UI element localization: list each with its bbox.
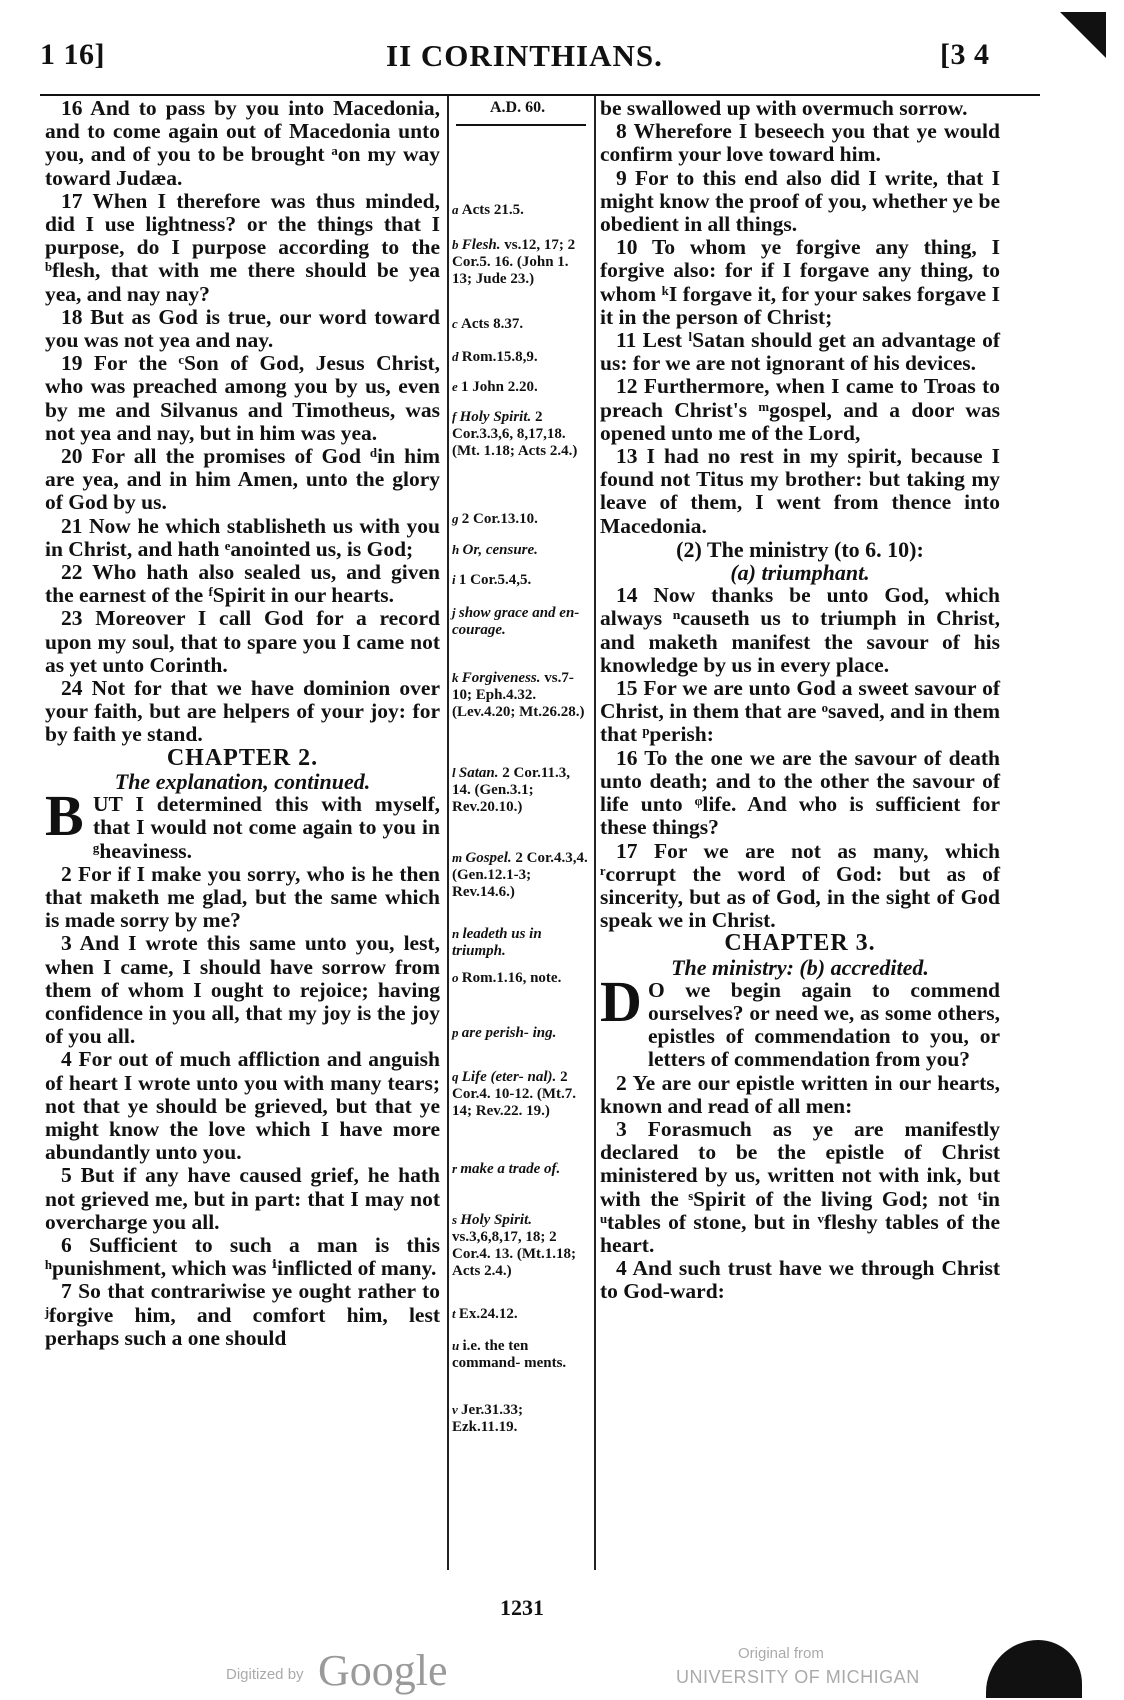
- margin-note-topic: Flesh.: [461, 237, 501, 253]
- margin-note-p: [452, 1024, 590, 1042]
- page-number: 1231: [500, 1595, 544, 1620]
- verse-2-1-text: UT I determined this with myself, that I would not come again to you in ᵍheaviness.: [93, 792, 440, 863]
- header-left-reference: 1 16]: [40, 38, 105, 71]
- chapter-2-heading: CHAPTER 2.: [166, 744, 319, 771]
- margin-note-letter: u: [452, 1338, 463, 1353]
- original-from-label: Original from: [738, 1645, 824, 1662]
- section-heading-line-1: (2) The ministry (to 6. 10):: [676, 536, 924, 562]
- left-text-column: [45, 97, 440, 1350]
- margin-note-l: [452, 764, 590, 816]
- margin-note-e: [452, 378, 590, 396]
- verse-1-17: 17 When I therefore was thus minded, did I use lightness? or the things that I purpose, do I purpose according to the ᵇflesh, that with me there should be yea yea, and nay nay?: [45, 188, 440, 306]
- margin-date: A.D. 60.: [490, 99, 546, 116]
- margin-note-q: [452, 1068, 590, 1120]
- verse-2-13: 13 I had no rest in my spirit, because I found not Titus my brother: but taking my leave of them, I went from thence into Macedonia.: [600, 444, 1000, 538]
- margin-note-letter: q: [452, 1069, 462, 1084]
- verse-2-8: 8 Wherefore I beseech you that ye would confirm your love toward him.: [600, 119, 1000, 167]
- verse-3-1-text: O we begin again to commend ourselves? or need we, as some others, epistles of commendation to you, or letters of commendation from you?: [648, 977, 1000, 1072]
- verse-1-23: 23 Moreover I call God for a record upon my soul, that to spare you I came not as yet unto Corinth.: [45, 606, 440, 677]
- margin-note-topic: Forgiveness.: [461, 670, 541, 686]
- margin-note-letter: a: [452, 202, 462, 217]
- verse-3-1: [600, 968, 1000, 1072]
- verse-2-10: 10 To whom ye forgive any thing, I forgive also: for if I forgave any thing, to whom ᵏI forgave it, for your sakes forgave I it in the person of Christ;: [600, 235, 1000, 329]
- margin-note-reference: vs.7-10; Eph.4.32. (Lev.4.20; Mt.26.28.): [452, 670, 585, 720]
- google-logo: Google: [318, 1646, 448, 1695]
- verse-2-14: 14 Now thanks be unto God, which always ⁿcauseth us to triumph in Christ, and maketh manifest the savour of his knowledge by us in every place.: [600, 583, 1000, 677]
- margin-note-reference: vs.12, 17; 2 Cor.5. 16. (John 1. 13; Jude 23.): [452, 237, 576, 287]
- margin-note-topic: show grace and en- courage.: [452, 605, 580, 638]
- margin-note-m: [452, 849, 590, 901]
- margin-note-v: [452, 1401, 590, 1436]
- margin-note-reference: Acts 21.5.: [461, 202, 524, 218]
- margin-note-letter: t: [452, 1306, 459, 1321]
- university-label: UNIVERSITY OF MICHIGAN: [676, 1667, 920, 1687]
- margin-note-letter: e: [452, 379, 462, 394]
- margin-note-reference: 1 John 2.20.: [461, 379, 538, 395]
- margin-note-j: [452, 604, 590, 639]
- margin-note-letter: v: [452, 1402, 462, 1417]
- margin-note-letter: g: [452, 511, 462, 526]
- margin-note-c: [452, 315, 590, 333]
- margin-note-reference: Rom.15.8,9.: [461, 349, 538, 365]
- verse-2-15: 15 For we are unto God a sweet savour of Christ, in them that are ᵒsaved, and in them that ᵖperish:: [600, 676, 1000, 747]
- verse-2-3: 3 And I wrote this same unto you, lest, when I came, I should have sorrow from them of whom I ought to rejoice; having confidence in you all, that my joy is the joy of you all.: [45, 931, 440, 1049]
- verse-2-2: 2 For if I make you sorry, who is he then that maketh me glad, but the same which is made sorry by me?: [45, 861, 440, 933]
- margin-note-topic: are perish- ing.: [461, 1025, 557, 1041]
- margin-note-letter: r: [452, 1161, 461, 1176]
- margin-note-letter: k: [452, 670, 462, 685]
- margin-note-g: [452, 510, 590, 528]
- margin-note-letter: i: [452, 572, 459, 587]
- margin-note-k: [452, 669, 590, 721]
- verse-3-3: 3 Forasmuch as ye are manifestly declared to be the epistle of Christ ministered by us, written not with ink, but with the ˢSpirit of the living God; not ᵗin ᵘtables of stone, but in ᵛfleshy tables of the heart.: [600, 1116, 1000, 1257]
- verse-2-6: 6 Sufficient to such a man is this ʰpunishment, which was ⁱinflicted of many.: [45, 1232, 440, 1281]
- margin-note-reference: vs.3,6,8,17, 18; 2 Cor.4. 13. (Mt.1.18; Acts 2.4.): [452, 1229, 577, 1279]
- margin-note-reference: 1 Cor.5.4,5.: [458, 572, 532, 588]
- margin-note-topic: make a trade of.: [460, 1161, 561, 1177]
- verse-2-1: [45, 783, 440, 863]
- margin-note-letter: n: [452, 926, 463, 941]
- margin-note-d: [452, 348, 590, 366]
- margin-note-u: [452, 1337, 590, 1372]
- verse-2-11: 11 Lest ˡSatan should get an advantage of us: for we are not ignorant of his devices.: [600, 328, 1000, 376]
- verse-1-18: 18 But as God is true, our word toward you was not yea and nay.: [45, 304, 440, 353]
- margin-note-topic: leadeth us in triumph.: [452, 926, 542, 959]
- margin-note-topic: Gospel.: [465, 850, 512, 866]
- margin-note-letter: h: [452, 542, 463, 557]
- margin-note-s: [452, 1211, 590, 1280]
- margin-note-topic: Holy Spirit.: [459, 409, 532, 425]
- margin-note-a: [452, 201, 590, 219]
- drop-cap-letter: D: [600, 968, 642, 1034]
- margin-note-n: [452, 925, 590, 960]
- verse-2-16: 16 To the one we are the savour of death unto death; and to the other the savour of life unto ᵠlife. And who is sufficient for these things?: [600, 745, 1000, 840]
- verse-2-7-continued: be swallowed up with overmuch sorrow.: [600, 96, 968, 120]
- margin-note-f: [452, 408, 590, 460]
- margin-note-letter: l: [452, 765, 459, 780]
- chapter-3-heading: CHAPTER 3.: [724, 930, 876, 957]
- corner-triangle-mark: [1060, 12, 1106, 58]
- margin-note-t: [452, 1305, 590, 1323]
- margin-note-letter: b: [452, 237, 462, 252]
- margin-note-topic: Holy Spirit.: [460, 1212, 532, 1228]
- margin-note-letter: j: [452, 605, 459, 620]
- verse-3-4: 4 And such trust have we through Christ to God-ward:: [600, 1256, 1000, 1304]
- header-right-reference: [3 4: [940, 38, 990, 71]
- margin-note-letter: m: [452, 850, 466, 865]
- margin-note-topic: Satan.: [458, 765, 499, 781]
- margin-note-reference: i.e. the ten command- ments.: [452, 1338, 567, 1371]
- section-heading-line-2: (a) triumphant.: [730, 560, 870, 586]
- margin-note-o: [452, 969, 590, 987]
- margin-date-rule: [456, 124, 586, 126]
- verse-3-2: 2 Ye are our epistle written in our hearts, known and read of all men:: [600, 1070, 1000, 1118]
- scan-thumb-shadow: [986, 1640, 1082, 1698]
- digitized-by-label: Digitized by: [226, 1666, 304, 1683]
- margin-note-topic: Life (eter- nal).: [461, 1069, 557, 1085]
- margin-note-i: [452, 571, 590, 589]
- verse-1-19: 19 For the ᶜSon of God, Jesus Christ, who was preached among you by us, even by me and Silvanus and Timotheus, was not yea and nay, but in him was yea.: [45, 351, 440, 445]
- margin-note-reference: Rom.1.16, note.: [461, 970, 562, 986]
- margin-note-reference: 2 Cor.13.10.: [461, 511, 538, 527]
- verse-1-22: 22 Who hath also sealed us, and given the earnest of the ᶠSpirit in our hearts.: [45, 560, 440, 608]
- page-title: II CORINTHIANS.: [386, 38, 663, 73]
- margin-note-letter: f: [452, 409, 460, 424]
- column-divider-left: [447, 96, 449, 1570]
- margin-note-reference: 2 Cor.4. 10-12. (Mt.7. 14; Rev.22. 19.): [452, 1069, 577, 1119]
- section-heading-ministry: [600, 538, 1000, 584]
- chapter-3-subheading: The ministry: (b) accredited.: [671, 954, 929, 980]
- verse-2-7: 7 So that contrariwise ye ought rather to ʲforgive him, and comfort him, lest perhaps such a one should: [45, 1279, 440, 1350]
- margin-note-letter: s: [452, 1212, 461, 1227]
- margin-note-letter: d: [452, 349, 462, 364]
- verse-2-4: 4 For out of much affliction and anguish of heart I wrote unto you with many tears; not that ye should be grieved, but that ye might know the love which I have more abundantly unto you.: [45, 1047, 440, 1165]
- verse-2-5: 5 But if any have caused grief, he hath not grieved me, but in part: that I may not overcharge you all.: [45, 1163, 440, 1234]
- verse-1-21: 21 Now he which stablisheth us with you in Christ, and hath ᵉanointed us, is God;: [45, 513, 440, 561]
- margin-note-reference: Jer.31.33; Ezk.11.19.: [452, 1402, 523, 1435]
- verse-1-16: 16 And to pass by you into Macedonia, and to come again out of Macedonia unto you, and of you to be brought ᵃon my way toward Judæa.: [45, 96, 440, 190]
- verse-2-12: 12 Furthermore, when I came to Troas to preach Christ's ᵐgospel, and a door was opened unto me of the Lord,: [600, 374, 1000, 445]
- margin-note-letter: o: [452, 970, 462, 985]
- margin-note-r: [452, 1160, 590, 1178]
- margin-note-reference: Acts 8.37.: [461, 316, 524, 332]
- margin-note-reference: 2 Cor.4.3,4. (Gen.12.1-3; Rev.14.6.): [452, 850, 588, 900]
- margin-note-reference: 2 Cor.11.3, 14. (Gen.3.1; Rev.20.10.): [452, 765, 571, 815]
- margin-note-b: [452, 236, 590, 288]
- verse-1-20: 20 For all the promises of God ᵈin him are yea, and in him Amen, unto the glory of God by us.: [45, 444, 440, 515]
- right-text-column: [600, 97, 1000, 1304]
- drop-cap-letter: B: [45, 783, 84, 849]
- verse-2-17: 17 For we are not as many, which ʳcorrupt the word of God: but as of sincerity, but as of God, in the sight of God speak we in Christ.: [600, 838, 1000, 933]
- verse-1-24: 24 Not for that we have dominion over your faith, but are helpers of your joy: for by faith ye stand.: [45, 676, 440, 747]
- column-divider-right: [594, 96, 596, 1570]
- chapter-2-subheading: The explanation, continued.: [114, 768, 371, 794]
- margin-note-reference: 2 Cor.3.3,6, 8,17,18. (Mt. 1.18; Acts 2.4.): [452, 409, 578, 459]
- margin-note-h: [452, 541, 590, 559]
- margin-note-letter: c: [452, 316, 462, 331]
- margin-note-reference: Ex.24.12.: [458, 1306, 518, 1322]
- margin-note-topic: Or, censure.: [462, 542, 538, 558]
- verse-2-9: 9 For to this end also did I write, that I might know the proof of you, whether ye be obedient in all things.: [600, 165, 1000, 237]
- margin-note-letter: p: [452, 1025, 462, 1040]
